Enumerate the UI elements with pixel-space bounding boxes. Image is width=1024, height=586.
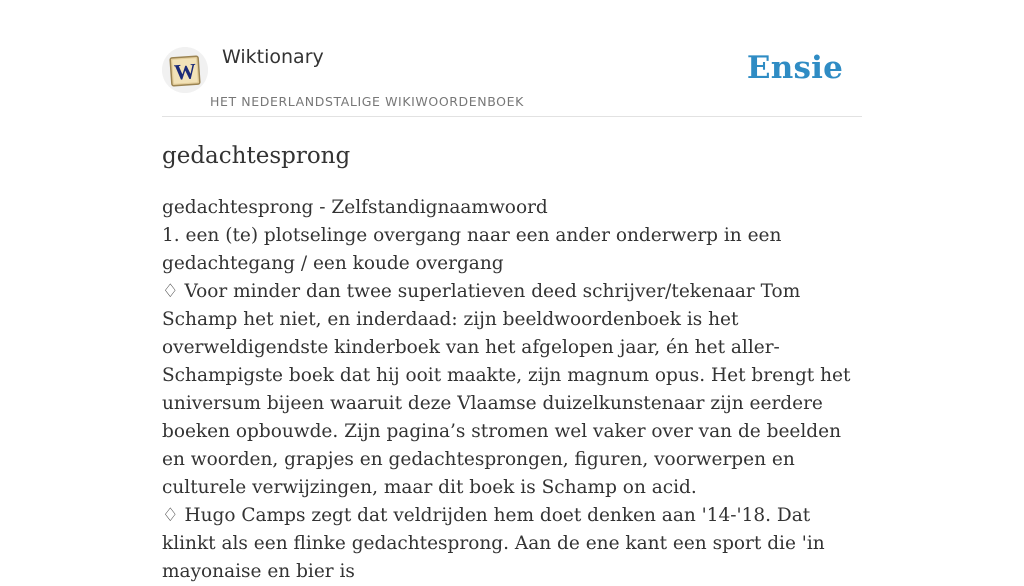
example-sentence: ♢ Hugo Camps zegt dat veldrijden hem doet denken aan '14-'18. Dat klinkt als een flinke gedachtesprong. Aan de ene kant een sport die 'in mayonaise en bier is [162,505,825,582]
brand-logo[interactable]: Ensie [746,50,843,86]
svg-text:W: W [173,58,197,85]
page-title: gedachtesprong [162,143,351,169]
site-header [162,0,862,117]
example-sentence: ♢ Voor minder dan twee superlatieven deed schrijver/tekenaar Tom Schamp het niet, en inderdaad: zijn beeldwoordenboek is het overweldigendste kinderboek van het afgelopen jaar, én het aller-Schampigste boek dat hij ooit maakte, zijn magnum opus. Het brengt het universum bijeen waaruit deze Vlaamse duizelkunstenaar zijn eerdere boeken opbouwde. Zijn pagina’s stromen wel vaker over van de beelden en woorden, grapjes en gedachtesprongen, figuren, voorwerpen en culturele verwijzingen, maar dit boek is Schamp on acid. [162,281,851,498]
site-tagline: HET NEDERLANDSTALIGE WIKIWOORDENBOEK [210,94,524,109]
word-type-line: gedachtesprong - Zelfstandignaamwoord [162,197,548,218]
article-content [162,194,862,586]
definition: 1. een (te) plotselinge overgang naar een ander onderwerp in een gedachtegang / een koude overgang [162,225,782,274]
page [162,0,862,586]
site-name[interactable]: Wiktionary [222,46,324,68]
wiktionary-logo-icon[interactable] [162,47,208,93]
